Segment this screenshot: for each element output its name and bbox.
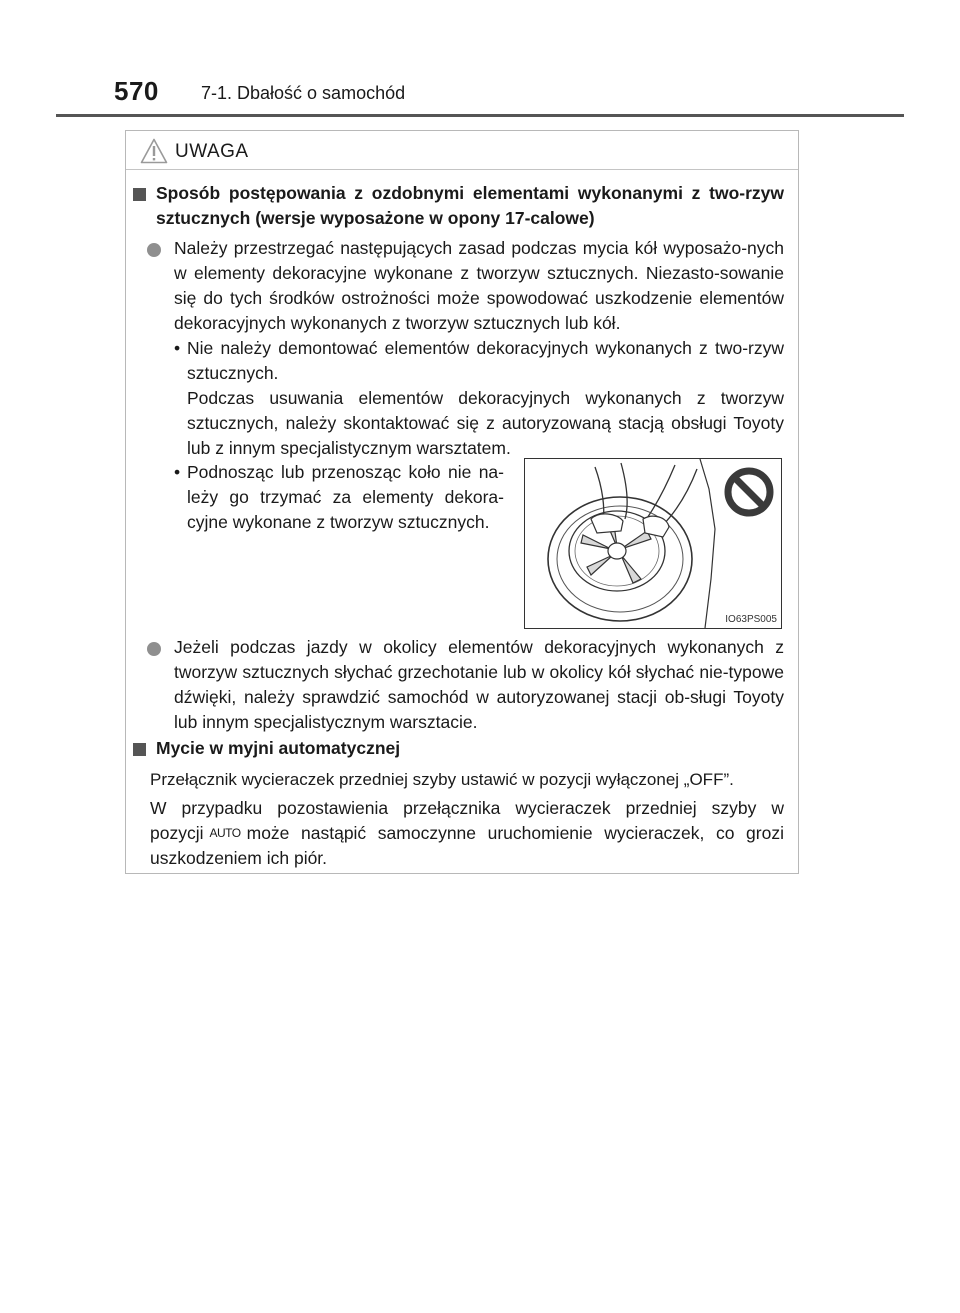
bullet1-line1: Nie należy demontować elementów dekoracyjnych wykonanych z two-rzyw sztucznych. [187,338,784,383]
page-header [56,76,904,116]
section1-heading: Sposób postępowania z ozdobnymi elementami wykonanymi z two-rzyw sztucznych (wersje wyposażone w opony 17-calowe) [156,183,784,228]
para2-end: może nastąpić samoczynne uruchomienie wycieraczek, co grozi uszkodzeniem ich piór. [150,823,784,868]
bullet2-text: Podnosząc lub przenosząc koło nie na-leży go trzymać za elementy dekora-cyjne wykonane z tworzyw sztucznych. [187,462,504,532]
list-bullet: • [174,338,181,358]
circle-bullet-icon [147,243,161,257]
caution-label: UWAGA [175,141,249,162]
section2-para1: Przełącznik wycieraczek przedniej szyby ustawić w pozycji wyłączonej „OFF”. [150,770,734,789]
section2-para2 [150,796,784,871]
figure-code: IO63PS005 [725,614,777,625]
wheel-illustration [524,458,782,629]
caution-header [126,131,798,170]
wiper-auto-symbol: AUTO [209,826,241,840]
section2-heading: Mycie w myjni automatycznej [156,738,401,758]
page-number: 570 [114,76,159,106]
list-bullet: • [174,462,181,482]
bullet1-line2: Podczas usuwania elementów dekoracyjnych wykonanych z tworzyw sztucznych, należy skontaktować się z autoryzowaną stacją obsługi Toyoty lub z innym specjalistycznym warsztatem. [187,388,784,458]
para2-start: W przypadku pozostawienia przełącznika wycieraczek przedniej szyby w pozycji [150,798,784,843]
section1-intro: Należy przestrzegać następujących zasad podczas mycia kół wyposażo-nych w elementy dekoracyjne wykonane z tworzyw sztucznych. Niezasto-sowanie się do tych środków ostrożności może spowodować uszkodzenie elementów dekoracyjnych wykonanych z tworzyw sztucznych lub kół. [174,238,784,333]
circle-bullet-icon [147,642,161,656]
square-bullet-icon [133,743,146,756]
wheel-handling-illustration-icon [525,459,781,628]
caution-box [125,130,799,874]
square-bullet-icon [133,188,146,201]
section1-point2: Jeżeli podczas jazdy w okolicy elementów dekoracyjnych wykonanych z tworzyw sztucznych słychać grzechotanie lub w okolicy kół słychać nie-typowe dźwięki, należy sprawdzić samochód w autoryzowanej stacji ob-sługi Toyoty lub innym specjalistycznym warsztacie. [174,637,784,732]
section-title: 7-1. Dbałość o samochód [201,83,406,103]
header-rule [56,114,904,117]
warning-triangle-icon [140,138,168,164]
